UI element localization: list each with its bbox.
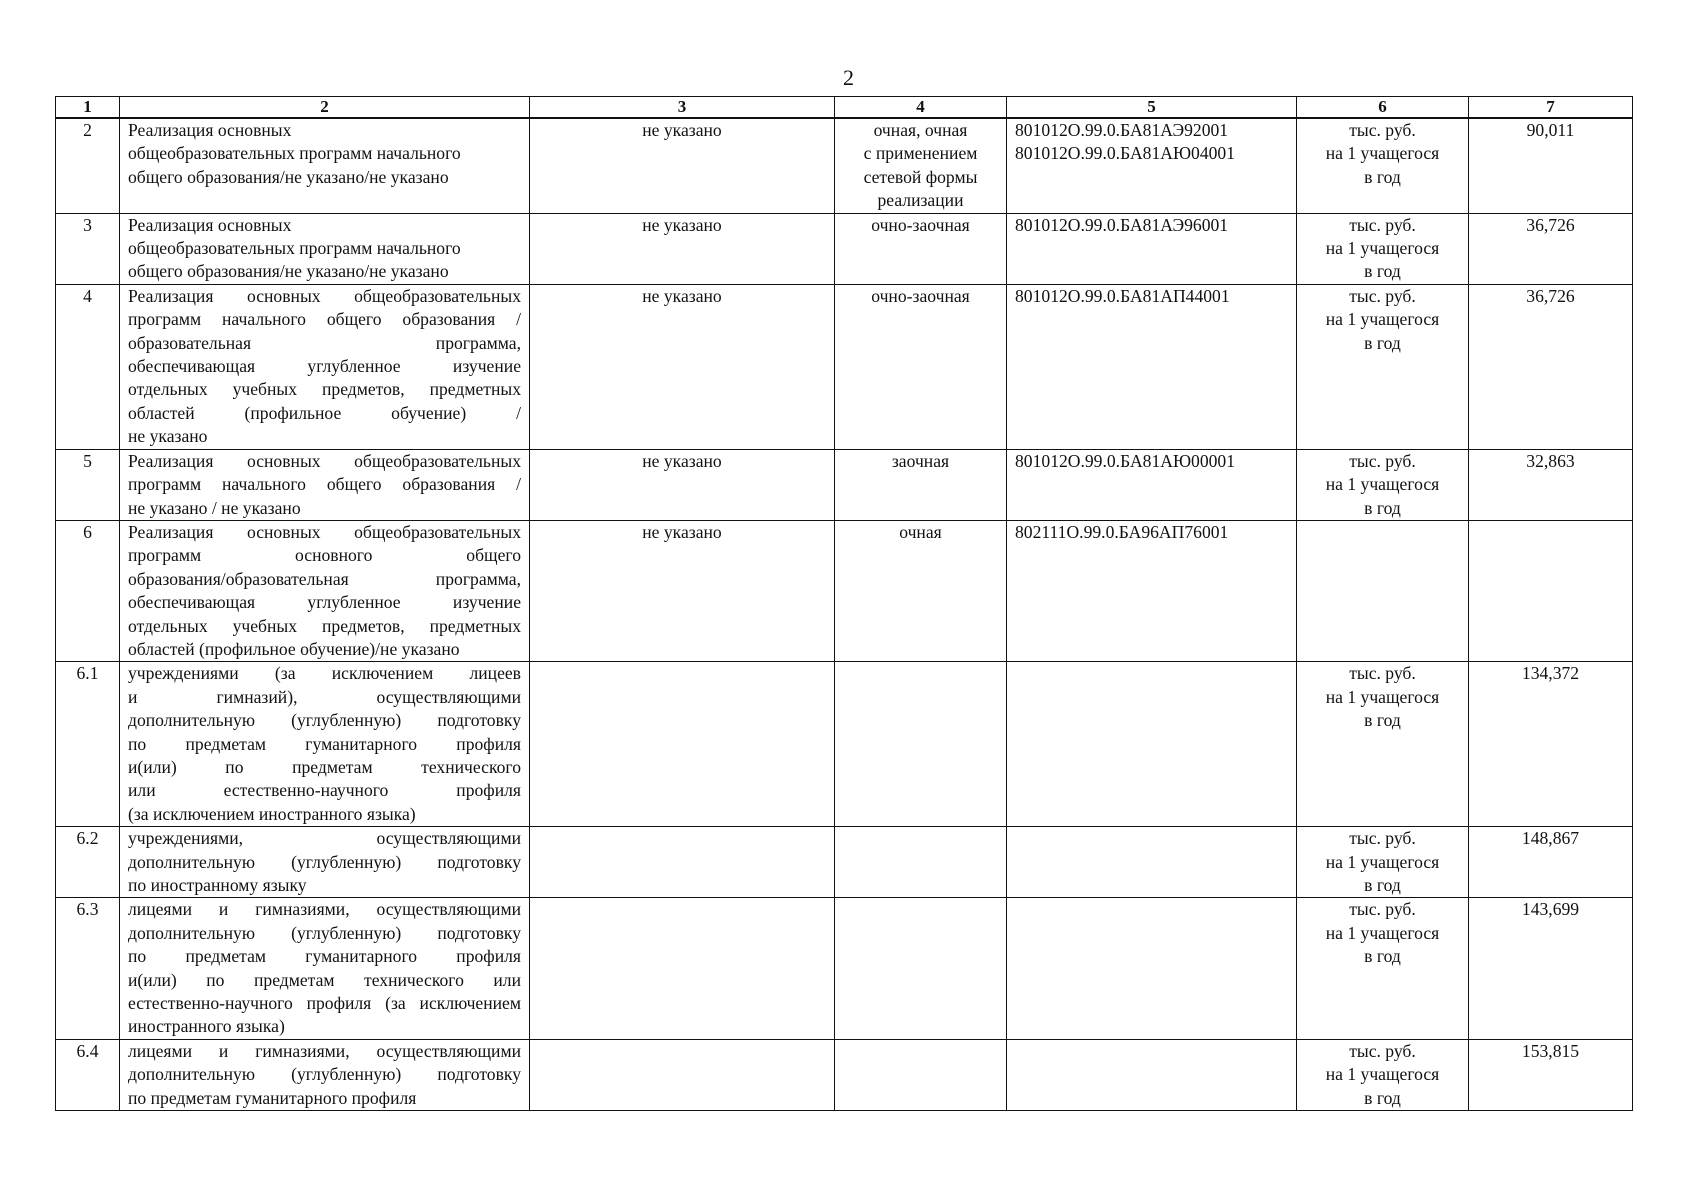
desc-line: Реализация основных общеобразовательных [128,450,521,471]
registry-code-cell [1007,118,1297,213]
unit-cell [1297,520,1469,661]
desc-line: дополнительную (углубленную) подготовку [128,922,521,943]
desc-line: и(или) по предметам технического или [128,969,521,990]
unit-cell [1297,1039,1469,1110]
desc-line: программ основного общего [128,545,521,566]
unit-line: на 1 учащегося [1325,686,1440,707]
row-number-cell [56,449,120,520]
col4-line: с применением [863,143,978,164]
unit-line: в год [1364,332,1401,353]
unit-line: в год [1364,875,1401,895]
unit-line: тыс. руб. [1349,214,1416,235]
codes-line: 802111О.99.0.БА96АП76001 [1015,521,1229,542]
table-row [56,520,1633,661]
header-col-1: 1 [56,97,120,119]
desc-line: лицеями и гимназиями, осуществляющими [128,1040,521,1061]
table-row [56,284,1633,449]
desc-line: областей (профильное обучение) / [128,402,521,423]
cost-value-cell [1469,213,1633,284]
unit-line: тыс. руб. [1349,120,1416,140]
desc-line: по предметам гуманитарного профиля [128,733,521,754]
unit-line: на 1 учащегося [1325,1064,1440,1085]
cost-value-cell [1469,284,1633,449]
unit-line: тыс. руб. [1349,663,1416,684]
education-form-cell [835,449,1007,520]
unit-line: тыс. руб. [1349,828,1416,849]
desc-line: или естественно-научного профиля [128,780,521,801]
header-col-4: 4 [835,97,1007,119]
unit-line: тыс. руб. [1349,285,1416,306]
desc-line: общего образования/не указано/не указано [128,261,449,282]
header-row [56,97,1633,119]
desc-line: и гимназий), осуществляющими [128,686,521,707]
desc-line: общего образования/не указано/не указано [128,166,449,187]
content-indicator-cell [530,827,835,898]
cost-value: 32,863 [1526,450,1575,471]
row-number-cell [56,898,120,1039]
registry-code-cell [1007,827,1297,898]
service-description-cell [120,662,530,827]
row-number: 3 [83,214,92,235]
cost-value: 153,815 [1521,1040,1580,1061]
registry-code-cell [1007,662,1297,827]
header-col-2: 2 [120,97,530,119]
education-form-cell [835,520,1007,661]
cost-value-cell [1469,898,1633,1039]
table-row [56,1039,1633,1110]
desc-line: программ начального общего образования / [128,309,521,330]
unit-cell [1297,118,1469,213]
desc-line: по предметам гуманитарного профиля [128,1087,417,1108]
unit-cell [1297,898,1469,1039]
row-number: 6.2 [76,828,99,849]
unit-line: тыс. руб. [1349,1040,1416,1061]
desc-line: Реализация основных [128,214,292,235]
unit-line: в год [1364,710,1401,731]
desc-line: Реализация основных общеобразовательных [128,285,521,306]
registry-code-cell [1007,284,1297,449]
content-indicator-cell [530,1039,835,1110]
service-description-cell [120,520,530,661]
codes-line: 801012О.99.0.БА81АЮ00001 [1015,450,1236,471]
unit-line: в год [1364,1087,1401,1108]
content-indicator-cell [530,118,835,213]
desc-line: дополнительную (углубленную) подготовку [128,851,521,872]
row-number: 6.1 [76,663,99,684]
education-form-cell [835,662,1007,827]
unit-line: на 1 учащегося [1325,922,1440,943]
desc-line: иностранного языка) [128,1016,285,1037]
service-description-cell [120,118,530,213]
col4-line: очная [899,521,942,542]
content-indicator-cell [530,449,835,520]
content-indicator-cell [530,284,835,449]
header-col-6: 6 [1297,97,1469,119]
service-description-cell [120,1039,530,1110]
header-col-7: 7 [1469,97,1633,119]
row-number-cell [56,662,120,827]
content-indicator-cell [530,213,835,284]
desc-line: образования/образовательная программа, [128,568,521,589]
row-number-cell [56,827,120,898]
table-body [56,118,1633,1111]
desc-line: учреждениями, осуществляющими [128,828,521,849]
service-description-cell [120,284,530,449]
unit-line: на 1 учащегося [1325,309,1440,330]
header-col-5: 5 [1007,97,1297,119]
row-number: 6.4 [76,1040,99,1061]
row-number-cell [56,520,120,661]
service-description-cell [120,213,530,284]
unit-cell [1297,449,1469,520]
table-row [56,898,1633,1039]
desc-line: Реализация основных общеобразовательных [128,521,521,542]
content-indicator: не указано [642,285,722,306]
row-number-cell [56,213,120,284]
unit-line: на 1 учащегося [1325,474,1440,495]
unit-line: тыс. руб. [1349,450,1416,471]
normative-costs-table [55,96,1633,1111]
content-indicator: не указано [642,521,722,542]
row-number-cell [56,1039,120,1110]
desc-line: общеобразовательных программ начального [128,238,461,259]
cost-value: 134,372 [1521,663,1580,684]
desc-line: учреждениями (за исключением лицеев [128,663,521,684]
content-indicator: не указано [642,450,722,471]
cost-value: 143,699 [1521,899,1580,920]
unit-line: в год [1364,497,1401,518]
desc-line: образовательная программа, [128,332,521,353]
registry-code-cell [1007,449,1297,520]
row-number: 5 [83,450,92,471]
desc-line: не указано / не указано [128,497,301,518]
registry-code-cell [1007,520,1297,661]
cost-value-cell [1469,662,1633,827]
registry-code-cell [1007,898,1297,1039]
unit-cell [1297,213,1469,284]
desc-line: естественно-научного профиля (за исключением [128,993,521,1014]
codes-line: 801012О.99.0.БА81АЭ96001 [1015,214,1229,235]
desc-line: обеспечивающая углубленное изучение [128,592,521,613]
row-number: 4 [83,285,92,306]
cost-value-cell [1469,1039,1633,1110]
cost-value: 90,011 [1526,120,1575,140]
cost-value-cell [1469,449,1633,520]
desc-line: областей (профильное обучение)/не указано [128,638,460,659]
unit-line: на 1 учащегося [1325,238,1440,259]
unit-line: в год [1364,261,1401,282]
desc-line: Реализация основных [128,120,292,140]
row-number: 6 [83,521,92,542]
col4-line: очно-заочная [871,285,970,306]
unit-line: в год [1364,946,1401,967]
desc-line: не указано [128,426,208,447]
col4-line: реализации [877,190,964,211]
col4-line: сетевой формы [863,166,978,187]
cost-value-cell [1469,118,1633,213]
table-row [56,213,1633,284]
unit-cell [1297,662,1469,827]
desc-line: лицеями и гимназиями, осуществляющими [128,899,521,920]
row-number: 2 [83,120,92,140]
unit-cell [1297,284,1469,449]
row-number-cell [56,284,120,449]
education-form-cell [835,213,1007,284]
education-form-cell [835,284,1007,449]
education-form-cell [835,1039,1007,1110]
desc-line: отдельных учебных предметов, предметных [128,379,521,400]
content-indicator: не указано [642,214,722,235]
codes-line: 801012О.99.0.БА81АП44001 [1015,285,1230,306]
codes-line: 801012О.99.0.БА81АЭ92001 [1015,120,1229,140]
row-number-cell [56,118,120,213]
desc-line: общеобразовательных программ начального [128,143,461,164]
table-row [56,662,1633,827]
service-description-cell [120,827,530,898]
education-form-cell [835,118,1007,213]
content-indicator: не указано [642,120,722,140]
content-indicator-cell [530,898,835,1039]
desc-line: отдельных учебных предметов, предметных [128,615,521,636]
unit-line: в год [1364,166,1401,187]
unit-line: на 1 учащегося [1325,851,1440,872]
cost-value-cell [1469,827,1633,898]
cost-value-cell [1469,520,1633,661]
service-description-cell [120,898,530,1039]
education-form-cell [835,898,1007,1039]
header-col-3: 3 [530,97,835,119]
unit-cell [1297,827,1469,898]
service-description-cell [120,449,530,520]
desc-line: обеспечивающая углубленное изучение [128,356,521,377]
table-row [56,118,1633,213]
desc-line: по предметам гуманитарного профиля [128,946,521,967]
desc-line: и(или) по предметам технического [128,756,521,777]
desc-line: (за исключением иностранного языка) [128,803,416,824]
unit-line: на 1 учащегося [1325,143,1440,164]
row-number: 6.3 [76,899,99,920]
registry-code-cell [1007,1039,1297,1110]
registry-code-cell [1007,213,1297,284]
content-indicator-cell [530,662,835,827]
content-indicator-cell [530,520,835,661]
col4-line: очная, очная [873,120,968,140]
unit-line: тыс. руб. [1349,899,1416,920]
cost-value: 36,726 [1526,214,1575,235]
table-row [56,827,1633,898]
codes-line: 801012О.99.0.БА81АЮ04001 [1015,143,1236,164]
cost-value: 36,726 [1526,285,1575,306]
col4-line: очно-заочная [871,214,970,235]
cost-value: 148,867 [1521,828,1580,849]
desc-line: дополнительную (углубленную) подготовку [128,710,521,731]
desc-line: по иностранному языку [128,875,307,895]
desc-line: программ начального общего образования / [128,474,521,495]
col4-line: заочная [891,450,950,471]
table-row [56,449,1633,520]
page-number: 2 [843,65,854,90]
desc-line: дополнительную (углубленную) подготовку [128,1064,521,1085]
education-form-cell [835,827,1007,898]
